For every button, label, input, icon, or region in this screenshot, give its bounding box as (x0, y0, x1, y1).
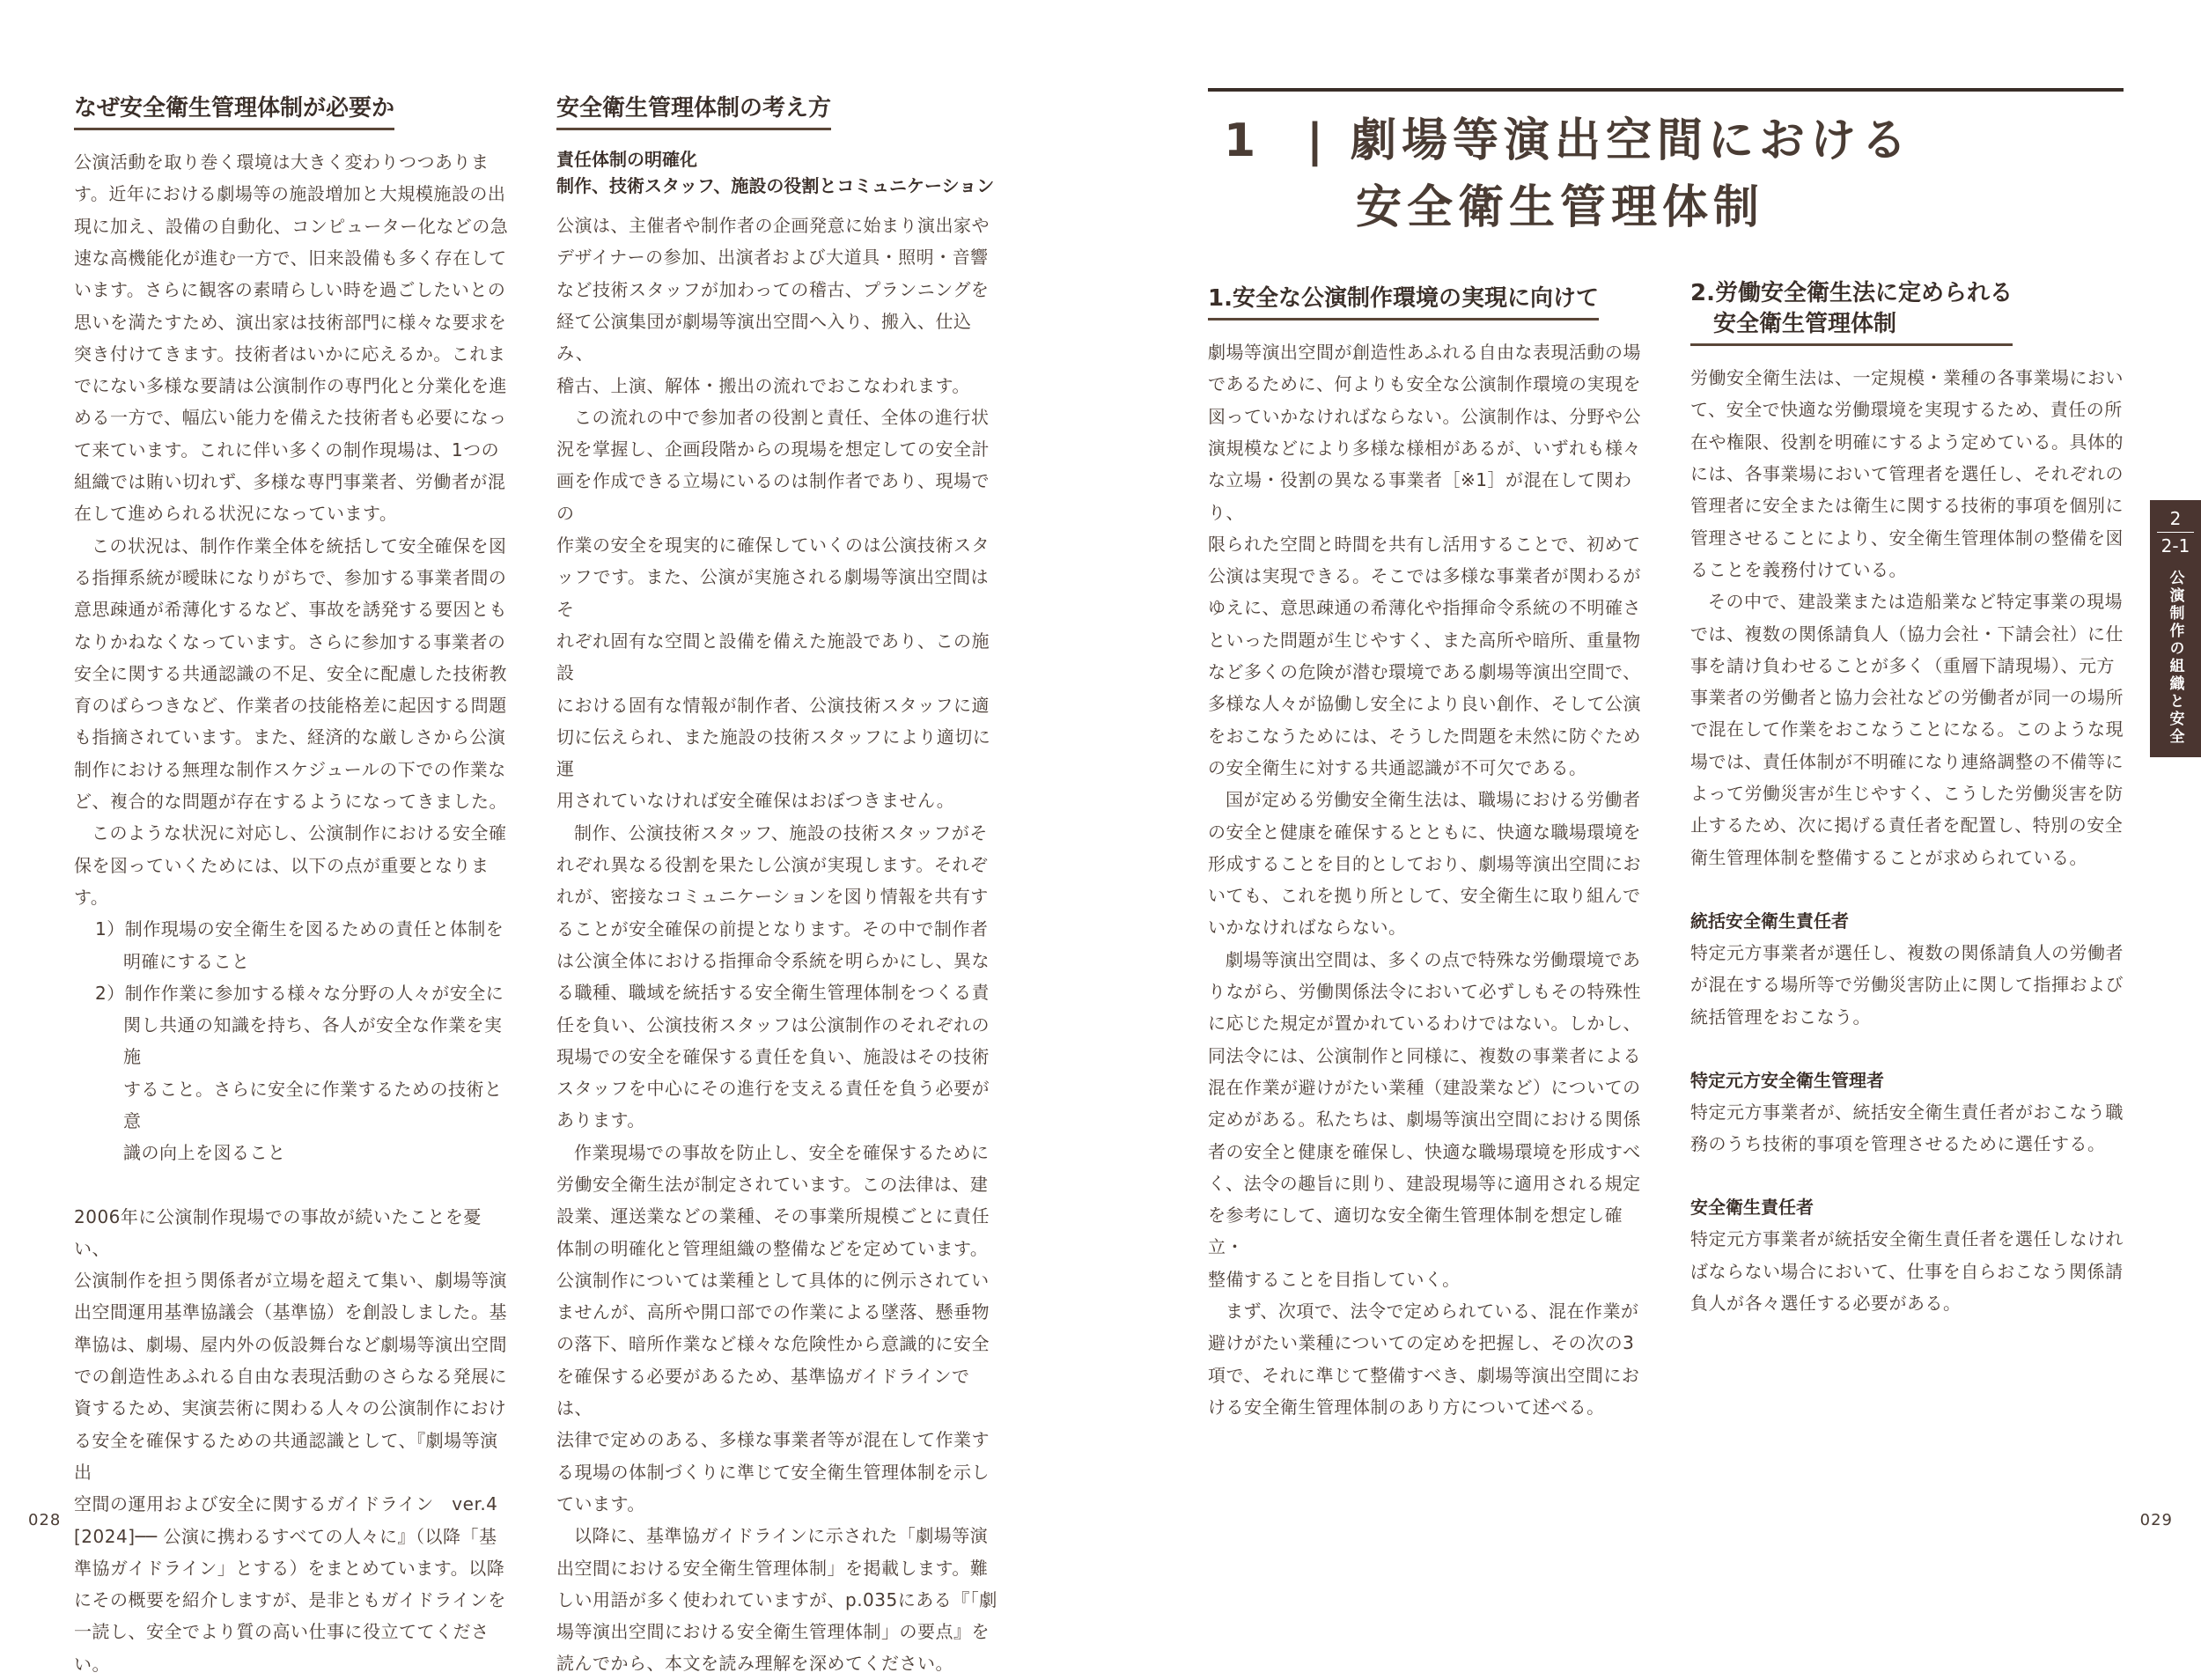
paragraph: このような状況に対応し、公演制作における安全確 保を図っていくためには、以下の点が重要となります。 (74, 822, 507, 908)
section-heading: 1.安全な公演制作環境の実現に向けて (1208, 284, 1599, 321)
paragraph: 作業現場での事故を防止し、安全を確保するために 労働安全衛生法が制定されています。この法律は、建 設業、運送業などの業種、その事業所規模ごとに責任 体制の明確化と管理組織の整備などを定めています。 公演制作については業種として具体的に例示されてい ませんが、高所や開口部での作業による墜落、懸垂物 の落下、暗所作業など様々な危険性から意識的に安全 を確保する必要があるため、基準協ガイドラインでは、 法律で定めのある、多様な事業者等が混在して作業す る現場の体制づくりに準じて安全衛生管理体制を示し ています。 (556, 1141, 990, 1514)
right-column-1 (1208, 284, 1657, 1423)
chapter-title-line-1: 劇場等演出空間における (1351, 114, 1913, 167)
section-heading: 安全衛生管理体制の考え方 (556, 93, 831, 130)
paragraph: この流れの中で参加者の役割と責任、全体の進行状 況を掌握し、企画段階からの現場を想定しての安全計 画を作成できる立場にいるのは制作者であり、現場での 作業の安全を現実的に確保していくのは公演技術スタ ッフです。また、公演が実施される劇場等演出空間はそ れぞれ固有な空間と設備を備えた施設であり、この施設 における固有な情報が制作者、公演技術スタッフに適 切に伝えられ、また施設の技術スタッフにより適切に運 用されていなければ安全確保はおぼつきません。 (556, 406, 991, 812)
subheading: 制作、技術スタッフ、施設の役割とコミュニケーション (556, 175, 995, 197)
tab-chapter-number: 2 (2169, 508, 2182, 529)
list-item: 1）制作現場の安全衛生を図るための責任と体制を 明確にすること (95, 918, 504, 972)
term-description: 特定元方事業者が選任し、複数の関係請負人の労働者 が混在する場所等で労働災害防止に関して指揮および 統括管理をおこなう。 (1690, 941, 2124, 1028)
term-heading: 特定元方安全衛生管理者 (1690, 1069, 1884, 1091)
section-heading-line-1: 2.労働安全衛生法に定められる (1690, 280, 2013, 306)
paragraph: 以降に、基準協ガイドラインに示された「劇場等演 出空間における安全衛生管理体制」を掲載します。難 しい用語が多く使われていますが、p.035にある『「劇 場等演出空間における安全衛生管理体制」の要点』を 読んでから、本文を読み理解を深めてください。 (556, 1525, 997, 1675)
paragraph: その中で、建設業または造船業など特定事業の現場 では、複数の関係請負人（協力会社・下請会社）に仕 事を請け負わせることが多く（重層下請現場）、元方 事業者の労働者と協力会社などの労働者が同一の場所 で混在して作業をおこなうことになる。このような現 場では、責任体制が不明確になり連絡調整の不備等に よって労働災害が生じやすく、こうした労働災害を防 止するため、次に掲げる責任者を配置し、特別の安全 衛生管理体制を整備することが求められている。 (1690, 591, 2124, 868)
paragraph: 公演は、主催者や制作者の企画発意に始まり演出家や デザイナーの参加、出演者および大道具・照明・音響 など技術スタッフが加わっての稽古、プランニングを 経て公演集団が劇場等演出空間へ入り、搬入、仕込み、 稽古、上演、解体・搬出の流れでおこなわれます。 (556, 215, 990, 396)
chapter-title (1224, 107, 1912, 241)
paragraph: 制作、公演技術スタッフ、施設の技術スタッフがそ れぞれ異なる役割を果たし公演が実現します。それぞ れが、密接なコミュニケーションを図り情報を共有す ることが安全確保の前提となります。その中で制作者 は公演全体における指揮命令系統を明らかにし、異な る職種、職域を統括する安全衛生管理体制をつくる責 任を負い、公演技術スタッフは公演制作のそれぞれの 現場での安全を確保する責任を負い、施設はその技術 スタッフを中心にその進行を支える責任を負う必要が あります。 (556, 822, 990, 1131)
section-heading (1690, 278, 2013, 346)
term-description: 特定元方事業者が統括安全衛生責任者を選任しなけれ ばならない場合において、仕事を自らおこなう関係請 負人が各々選任する必要がある。 (1690, 1228, 2124, 1315)
term-heading: 統括安全衛生責任者 (1690, 910, 1849, 932)
term-heading: 安全衛生責任者 (1690, 1197, 1814, 1219)
paragraph: 劇場等演出空間が創造性あふれる自由な表現活動の場 であるために、何よりも安全な公演制作環境の実現を 図っていかなければならない。公演制作は、分野や公 演規模などにより多様な様相があるが、いずれも様々 な立場・役割の異なる事業者［※1］が混在して関わり、 限られた空間と時間を共有し活用することで、初めて 公演は実現できる。そこでは多様な事業者が関わるが ゆえに、意思疎通の希薄化や指揮命令系統の不明確さ といった問題が生じやすく、また高所や暗所、重量物 など多くの危険が潜む環境である劇場等演出空間で、 多様な人々が協働し安全により良い創作、そして公演 をおこなうためには、そうした問題を未然に防ぐため の安全衛生に対する共通認識が不可欠である。 (1208, 342, 1641, 778)
paragraph: 劇場等演出空間は、多くの点で特殊な労働環境であ りながら、労働関係法令において必ずしもその特殊性 に応じた規定が置かれているわけではない。しかし、 同法令には、公演制作と同様に、複数の事業者による 混在作業が避けがたい業種（建設業など）についての 定めがある。私たちは、劇場等演出空間における関係 者の安全と健康を確保し、快適な職場環境を形成すべ く、法令の趣旨に則り、建設現場等に適用される規定 を参考にして、適切な安全衛生管理体制を想定し確立・ 整備することを目指していく。 (1208, 948, 1641, 1290)
page-number-left: 028 (28, 1511, 62, 1529)
left-column-1 (74, 93, 514, 1680)
term-description: 特定元方事業者が、統括安全衛生責任者がおこなう職 務のうち技術的事項を管理させるために選任する。 (1690, 1101, 2124, 1155)
left-column-2 (556, 93, 1005, 1680)
paragraph: 公演活動を取り巻く環境は大きく変わりつつありま す。近年における劇場等の施設増加と大規模施設の出 現に加え、設備の自動化、コンピューター化などの急 速な高機能化が進む一方で、旧来設備も多く存在して います。さらに観客の素晴らしい時を過ごしたいとの 思いを満たすため、演出家は技術部門に様々な要求を 突き付けてきます。技術者はいかに応えるか。これま でにない多様な要請は公演制作の専門化と分業化を進 める一方で、幅広い能力を備えた技術者も必要になっ て来ています。これに伴い多くの制作現場は、1つの 組織では賄い切れず、多様な専門事業者、労働者が混 在して進められる状況になっています。 (74, 151, 509, 525)
paragraph: まず、次項で、法令で定められている、混在作業が 避けがたい業種についての定めを把握し、その次の3 項で、それに準じて整備すべき、劇場等演出空間にお ける安全衛生管理体制のあり方について述べる。 (1208, 1301, 1640, 1418)
chapter-side-tab (2150, 500, 2201, 757)
title-separator: | (1307, 114, 1329, 167)
right-column-2 (1690, 278, 2139, 1319)
paragraph: 2006年に公演制作現場での事故が続いたことを憂い、 公演制作を担う関係者が立場を超えて集い、劇場等演 出空間運用基準協議会（基準協）を創設しました。基 準協は、劇場、屋内外の仮設舞台など劇場等演出空間 での創造性あふれる自由な表現活動のさらなる発展に 資するため、実演芸術に関わる人々の公演制作におけ る安全を確保するための共通認識として、『劇場等演出 空間の運用および安全に関するガイドライン ver.4 [2024]── 公演に携わるすべての人々に』（以降「基 準協ガイドライン」とする）をまとめています。以降 にその概要を紹介しますが、是非ともガイドラインを 一読し、安全でより質の高い仕事に役立ててください。 (74, 1205, 507, 1675)
section-heading: なぜ安全衛生管理体制が必要か (74, 93, 394, 130)
chapter-title-line-2: 安全衛生管理体制 (1356, 181, 1765, 234)
tab-section-number: 2-1 (2157, 532, 2194, 559)
top-rule (1208, 88, 2124, 92)
subheading: 責任体制の明確化 (556, 149, 697, 171)
list-item: 2）制作作業に参加する様々な分野の人々が安全に 関し共通の知識を持ち、各人が安全な作業を実施 すること。さらに安全に作業するための技術と意 識の向上を図ること (95, 982, 504, 1164)
tab-label: 公演制作の組織と安全 (2166, 570, 2184, 746)
page-number-right: 029 (2139, 1511, 2173, 1529)
paragraph: 労働安全衛生法は、一定規模・業種の各事業場におい て、安全で快適な労働環境を実現するため、責任の所 在や権限、役割を明確にするよう定めている。具体的 には、各事業場において管理者を選任し、それぞれの 管理者に安全または衛生に関する技術的事項を個別に 管理させることにより、安全衛生管理体制の整備を図 ることを義務付けている。 (1690, 367, 2124, 580)
point-list (74, 913, 514, 1168)
paragraph: この状況は、制作作業全体を統括して安全確保を図 る指揮系統が曖昧になりがちで、参加する事業者間の 意思疎通が希薄化するなど、事故を誘発する要因とも なりかねなくなっています。さらに参加する事業者の 安全に関する共通認識の不足、安全に配慮した技術教 育のばらつきなど、作業者の技能格差に起因する問題 も指摘されています。また、経済的な厳しさから公演 制作における無理な制作スケジュールの下での作業な ど、複合的な問題が存在するようになってきました。 (74, 534, 507, 813)
paragraph: 国が定める労働安全衛生法は、職場における労働者 の安全と健康を確保するとともに、快適な職場環境を 形成することを目的としており、劇場等演出空間にお いても、これを拠り所として、安全衛生に取り組んで いかなければならない。 (1208, 789, 1641, 939)
section-heading-line-2: 安全衛生管理体制 (1713, 311, 1897, 338)
chapter-number: 1 (1224, 114, 1262, 167)
